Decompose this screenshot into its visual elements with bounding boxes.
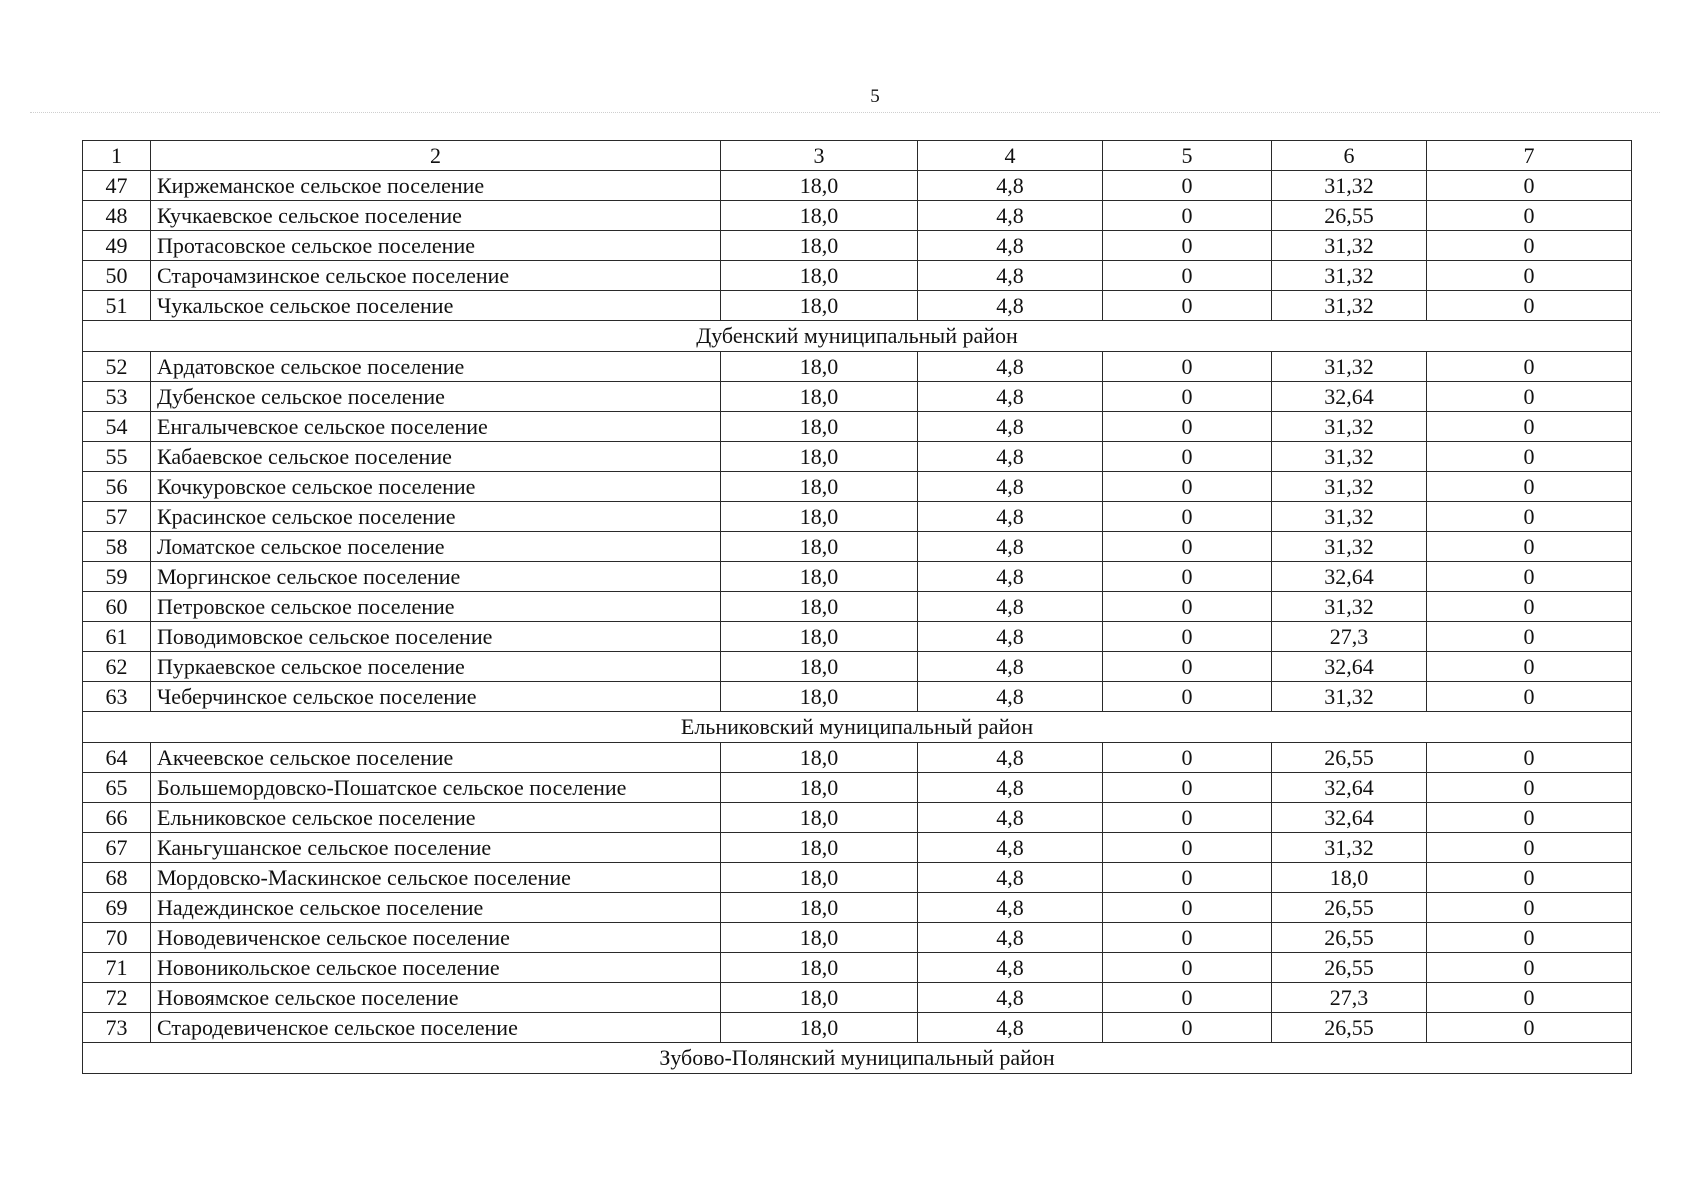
value-col-5: 0 xyxy=(1103,532,1272,562)
column-number: 4 xyxy=(918,141,1103,171)
value-col-7: 0 xyxy=(1427,863,1632,893)
value-col-6: 32,64 xyxy=(1272,562,1427,592)
value-col-7: 0 xyxy=(1427,291,1632,321)
value-col-7: 0 xyxy=(1427,893,1632,923)
value-col-4: 4,8 xyxy=(918,983,1103,1013)
value-col-7: 0 xyxy=(1427,171,1632,201)
value-col-6: 31,32 xyxy=(1272,352,1427,382)
value-col-6: 31,32 xyxy=(1272,472,1427,502)
value-col-6: 31,32 xyxy=(1272,231,1427,261)
value-col-6: 27,3 xyxy=(1272,983,1427,1013)
table-row xyxy=(83,502,1632,532)
value-col-4: 4,8 xyxy=(918,442,1103,472)
value-col-7: 0 xyxy=(1427,983,1632,1013)
value-col-3: 18,0 xyxy=(721,682,918,712)
table-row xyxy=(83,231,1632,261)
table-row xyxy=(83,261,1632,291)
row-number: 62 xyxy=(83,652,151,682)
settlement-name: Поводимовское сельское поселение xyxy=(151,622,721,652)
row-number: 58 xyxy=(83,532,151,562)
value-col-4: 4,8 xyxy=(918,412,1103,442)
settlement-name: Новодевиченское сельское поселение xyxy=(151,923,721,953)
value-col-3: 18,0 xyxy=(721,532,918,562)
row-number: 71 xyxy=(83,953,151,983)
settlement-name: Большемордовско-Пошатское сельское поселение xyxy=(151,773,721,803)
value-col-5: 0 xyxy=(1103,682,1272,712)
settlement-name: Кабаевское сельское поселение xyxy=(151,442,721,472)
value-col-3: 18,0 xyxy=(721,803,918,833)
row-number: 51 xyxy=(83,291,151,321)
settlement-name: Протасовское сельское поселение xyxy=(151,231,721,261)
value-col-6: 31,32 xyxy=(1272,291,1427,321)
row-number: 63 xyxy=(83,682,151,712)
row-number: 53 xyxy=(83,382,151,412)
value-col-6: 26,55 xyxy=(1272,953,1427,983)
value-col-4: 4,8 xyxy=(918,502,1103,532)
value-col-4: 4,8 xyxy=(918,1013,1103,1043)
value-col-7: 0 xyxy=(1427,923,1632,953)
table-row xyxy=(83,622,1632,652)
settlement-name: Каньгушанское сельское поселение xyxy=(151,833,721,863)
district-heading-row xyxy=(83,321,1632,352)
district-heading: Дубенский муниципальный район xyxy=(83,321,1632,352)
value-col-6: 27,3 xyxy=(1272,622,1427,652)
value-col-6: 26,55 xyxy=(1272,923,1427,953)
value-col-4: 4,8 xyxy=(918,923,1103,953)
row-number: 67 xyxy=(83,833,151,863)
value-col-5: 0 xyxy=(1103,592,1272,622)
value-col-4: 4,8 xyxy=(918,171,1103,201)
table-row xyxy=(83,803,1632,833)
district-heading-row xyxy=(83,712,1632,743)
value-col-3: 18,0 xyxy=(721,893,918,923)
value-col-3: 18,0 xyxy=(721,923,918,953)
value-col-4: 4,8 xyxy=(918,291,1103,321)
row-number: 52 xyxy=(83,352,151,382)
value-col-3: 18,0 xyxy=(721,502,918,532)
value-col-7: 0 xyxy=(1427,382,1632,412)
value-col-6: 32,64 xyxy=(1272,803,1427,833)
value-col-7: 0 xyxy=(1427,953,1632,983)
value-col-3: 18,0 xyxy=(721,1013,918,1043)
value-col-3: 18,0 xyxy=(721,291,918,321)
value-col-4: 4,8 xyxy=(918,592,1103,622)
value-col-3: 18,0 xyxy=(721,412,918,442)
value-col-5: 0 xyxy=(1103,502,1272,532)
table-body xyxy=(83,141,1632,1074)
row-number: 47 xyxy=(83,171,151,201)
value-col-3: 18,0 xyxy=(721,652,918,682)
settlements-table xyxy=(82,140,1632,1074)
table-row xyxy=(83,291,1632,321)
value-col-6: 31,32 xyxy=(1272,171,1427,201)
value-col-6: 26,55 xyxy=(1272,743,1427,773)
value-col-7: 0 xyxy=(1427,502,1632,532)
table-row xyxy=(83,923,1632,953)
table-row xyxy=(83,442,1632,472)
value-col-6: 31,32 xyxy=(1272,412,1427,442)
value-col-7: 0 xyxy=(1427,261,1632,291)
settlement-name: Красинское сельское поселение xyxy=(151,502,721,532)
column-number: 3 xyxy=(721,141,918,171)
value-col-3: 18,0 xyxy=(721,743,918,773)
value-col-3: 18,0 xyxy=(721,201,918,231)
value-col-6: 26,55 xyxy=(1272,1013,1427,1043)
value-col-7: 0 xyxy=(1427,622,1632,652)
value-col-7: 0 xyxy=(1427,532,1632,562)
row-number: 49 xyxy=(83,231,151,261)
settlement-name: Старочамзинское сельское поселение xyxy=(151,261,721,291)
value-col-3: 18,0 xyxy=(721,622,918,652)
settlement-name: Стародевиченское сельское поселение xyxy=(151,1013,721,1043)
value-col-5: 0 xyxy=(1103,833,1272,863)
row-number: 68 xyxy=(83,863,151,893)
value-col-5: 0 xyxy=(1103,352,1272,382)
value-col-4: 4,8 xyxy=(918,622,1103,652)
settlement-name: Енгалычевское сельское поселение xyxy=(151,412,721,442)
column-number: 6 xyxy=(1272,141,1427,171)
value-col-5: 0 xyxy=(1103,171,1272,201)
table-row xyxy=(83,412,1632,442)
value-col-7: 0 xyxy=(1427,773,1632,803)
value-col-7: 0 xyxy=(1427,562,1632,592)
value-col-4: 4,8 xyxy=(918,382,1103,412)
table-row xyxy=(83,652,1632,682)
value-col-7: 0 xyxy=(1427,442,1632,472)
scan-artifact-line xyxy=(30,112,1660,113)
value-col-3: 18,0 xyxy=(721,261,918,291)
value-col-5: 0 xyxy=(1103,412,1272,442)
value-col-4: 4,8 xyxy=(918,953,1103,983)
value-col-5: 0 xyxy=(1103,261,1272,291)
value-col-6: 32,64 xyxy=(1272,382,1427,412)
table-row xyxy=(83,833,1632,863)
value-col-3: 18,0 xyxy=(721,833,918,863)
value-col-5: 0 xyxy=(1103,893,1272,923)
value-col-6: 32,64 xyxy=(1272,652,1427,682)
value-col-7: 0 xyxy=(1427,803,1632,833)
column-number: 5 xyxy=(1103,141,1272,171)
settlement-name: Киржеманское сельское поселение xyxy=(151,171,721,201)
settlement-name: Новоникольское сельское поселение xyxy=(151,953,721,983)
table-row xyxy=(83,592,1632,622)
column-number: 7 xyxy=(1427,141,1632,171)
value-col-5: 0 xyxy=(1103,803,1272,833)
value-col-7: 0 xyxy=(1427,682,1632,712)
value-col-3: 18,0 xyxy=(721,442,918,472)
settlement-name: Кучкаевское сельское поселение xyxy=(151,201,721,231)
value-col-3: 18,0 xyxy=(721,171,918,201)
settlement-name: Мордовско-Маскинское сельское поселение xyxy=(151,863,721,893)
settlement-name: Петровское сельское поселение xyxy=(151,592,721,622)
value-col-7: 0 xyxy=(1427,743,1632,773)
value-col-3: 18,0 xyxy=(721,382,918,412)
row-number: 61 xyxy=(83,622,151,652)
value-col-4: 4,8 xyxy=(918,261,1103,291)
value-col-3: 18,0 xyxy=(721,562,918,592)
table-row xyxy=(83,773,1632,803)
row-number: 69 xyxy=(83,893,151,923)
table-row xyxy=(83,201,1632,231)
value-col-6: 18,0 xyxy=(1272,863,1427,893)
value-col-4: 4,8 xyxy=(918,833,1103,863)
row-number: 50 xyxy=(83,261,151,291)
value-col-5: 0 xyxy=(1103,1013,1272,1043)
settlement-name: Надеждинское сельское поселение xyxy=(151,893,721,923)
value-col-7: 0 xyxy=(1427,412,1632,442)
value-col-5: 0 xyxy=(1103,652,1272,682)
value-col-6: 26,55 xyxy=(1272,201,1427,231)
value-col-6: 26,55 xyxy=(1272,893,1427,923)
row-number: 56 xyxy=(83,472,151,502)
value-col-4: 4,8 xyxy=(918,652,1103,682)
value-col-4: 4,8 xyxy=(918,201,1103,231)
value-col-4: 4,8 xyxy=(918,743,1103,773)
value-col-6: 31,32 xyxy=(1272,261,1427,291)
value-col-3: 18,0 xyxy=(721,472,918,502)
table-row xyxy=(83,682,1632,712)
column-number-row xyxy=(83,141,1632,171)
table-row xyxy=(83,1013,1632,1043)
settlement-name: Ардатовское сельское поселение xyxy=(151,352,721,382)
value-col-6: 31,32 xyxy=(1272,502,1427,532)
value-col-6: 31,32 xyxy=(1272,592,1427,622)
column-number: 1 xyxy=(83,141,151,171)
value-col-5: 0 xyxy=(1103,923,1272,953)
table-row xyxy=(83,743,1632,773)
value-col-4: 4,8 xyxy=(918,472,1103,502)
value-col-5: 0 xyxy=(1103,472,1272,502)
value-col-6: 31,32 xyxy=(1272,682,1427,712)
value-col-4: 4,8 xyxy=(918,803,1103,833)
district-heading: Зубово-Полянский муниципальный район xyxy=(83,1043,1632,1074)
column-number: 2 xyxy=(151,141,721,171)
value-col-5: 0 xyxy=(1103,863,1272,893)
row-number: 65 xyxy=(83,773,151,803)
value-col-5: 0 xyxy=(1103,382,1272,412)
value-col-6: 31,32 xyxy=(1272,442,1427,472)
value-col-5: 0 xyxy=(1103,201,1272,231)
settlement-name: Новоямское сельское поселение xyxy=(151,983,721,1013)
value-col-4: 4,8 xyxy=(918,231,1103,261)
row-number: 70 xyxy=(83,923,151,953)
value-col-4: 4,8 xyxy=(918,562,1103,592)
value-col-4: 4,8 xyxy=(918,893,1103,923)
value-col-7: 0 xyxy=(1427,472,1632,502)
district-heading-row xyxy=(83,1043,1632,1074)
settlement-name: Дубенское сельское поселение xyxy=(151,382,721,412)
table-row xyxy=(83,562,1632,592)
settlement-name: Кочкуровское сельское поселение xyxy=(151,472,721,502)
row-number: 60 xyxy=(83,592,151,622)
value-col-7: 0 xyxy=(1427,352,1632,382)
value-col-5: 0 xyxy=(1103,983,1272,1013)
value-col-4: 4,8 xyxy=(918,863,1103,893)
settlement-name: Моргинское сельское поселение xyxy=(151,562,721,592)
table-row xyxy=(83,893,1632,923)
value-col-7: 0 xyxy=(1427,833,1632,863)
value-col-6: 31,32 xyxy=(1272,833,1427,863)
value-col-7: 0 xyxy=(1427,652,1632,682)
row-number: 59 xyxy=(83,562,151,592)
page-number: 5 xyxy=(870,86,880,107)
row-number: 54 xyxy=(83,412,151,442)
row-number: 73 xyxy=(83,1013,151,1043)
value-col-7: 0 xyxy=(1427,201,1632,231)
value-col-4: 4,8 xyxy=(918,352,1103,382)
value-col-3: 18,0 xyxy=(721,231,918,261)
table-row xyxy=(83,953,1632,983)
row-number: 55 xyxy=(83,442,151,472)
value-col-5: 0 xyxy=(1103,442,1272,472)
row-number: 72 xyxy=(83,983,151,1013)
value-col-5: 0 xyxy=(1103,562,1272,592)
value-col-3: 18,0 xyxy=(721,983,918,1013)
value-col-5: 0 xyxy=(1103,953,1272,983)
value-col-3: 18,0 xyxy=(721,953,918,983)
table-row xyxy=(83,863,1632,893)
value-col-3: 18,0 xyxy=(721,352,918,382)
row-number: 64 xyxy=(83,743,151,773)
settlement-name: Чеберчинское сельское поселение xyxy=(151,682,721,712)
value-col-3: 18,0 xyxy=(721,773,918,803)
value-col-5: 0 xyxy=(1103,622,1272,652)
district-heading: Ельниковский муниципальный район xyxy=(83,712,1632,743)
value-col-5: 0 xyxy=(1103,743,1272,773)
settlement-name: Пуркаевское сельское поселение xyxy=(151,652,721,682)
table-row xyxy=(83,382,1632,412)
table-row xyxy=(83,472,1632,502)
value-col-5: 0 xyxy=(1103,291,1272,321)
value-col-4: 4,8 xyxy=(918,532,1103,562)
value-col-4: 4,8 xyxy=(918,682,1103,712)
row-number: 57 xyxy=(83,502,151,532)
row-number: 48 xyxy=(83,201,151,231)
value-col-6: 31,32 xyxy=(1272,532,1427,562)
settlement-name: Акчеевское сельское поселение xyxy=(151,743,721,773)
settlement-name: Ломатское сельское поселение xyxy=(151,532,721,562)
table-row xyxy=(83,352,1632,382)
value-col-5: 0 xyxy=(1103,231,1272,261)
settlement-name: Ельниковское сельское поселение xyxy=(151,803,721,833)
value-col-7: 0 xyxy=(1427,592,1632,622)
value-col-3: 18,0 xyxy=(721,592,918,622)
value-col-4: 4,8 xyxy=(918,773,1103,803)
value-col-7: 0 xyxy=(1427,231,1632,261)
value-col-3: 18,0 xyxy=(721,863,918,893)
value-col-7: 0 xyxy=(1427,1013,1632,1043)
table-row xyxy=(83,983,1632,1013)
table-row xyxy=(83,532,1632,562)
table-row xyxy=(83,171,1632,201)
value-col-5: 0 xyxy=(1103,773,1272,803)
row-number: 66 xyxy=(83,803,151,833)
value-col-6: 32,64 xyxy=(1272,773,1427,803)
settlement-name: Чукальское сельское поселение xyxy=(151,291,721,321)
